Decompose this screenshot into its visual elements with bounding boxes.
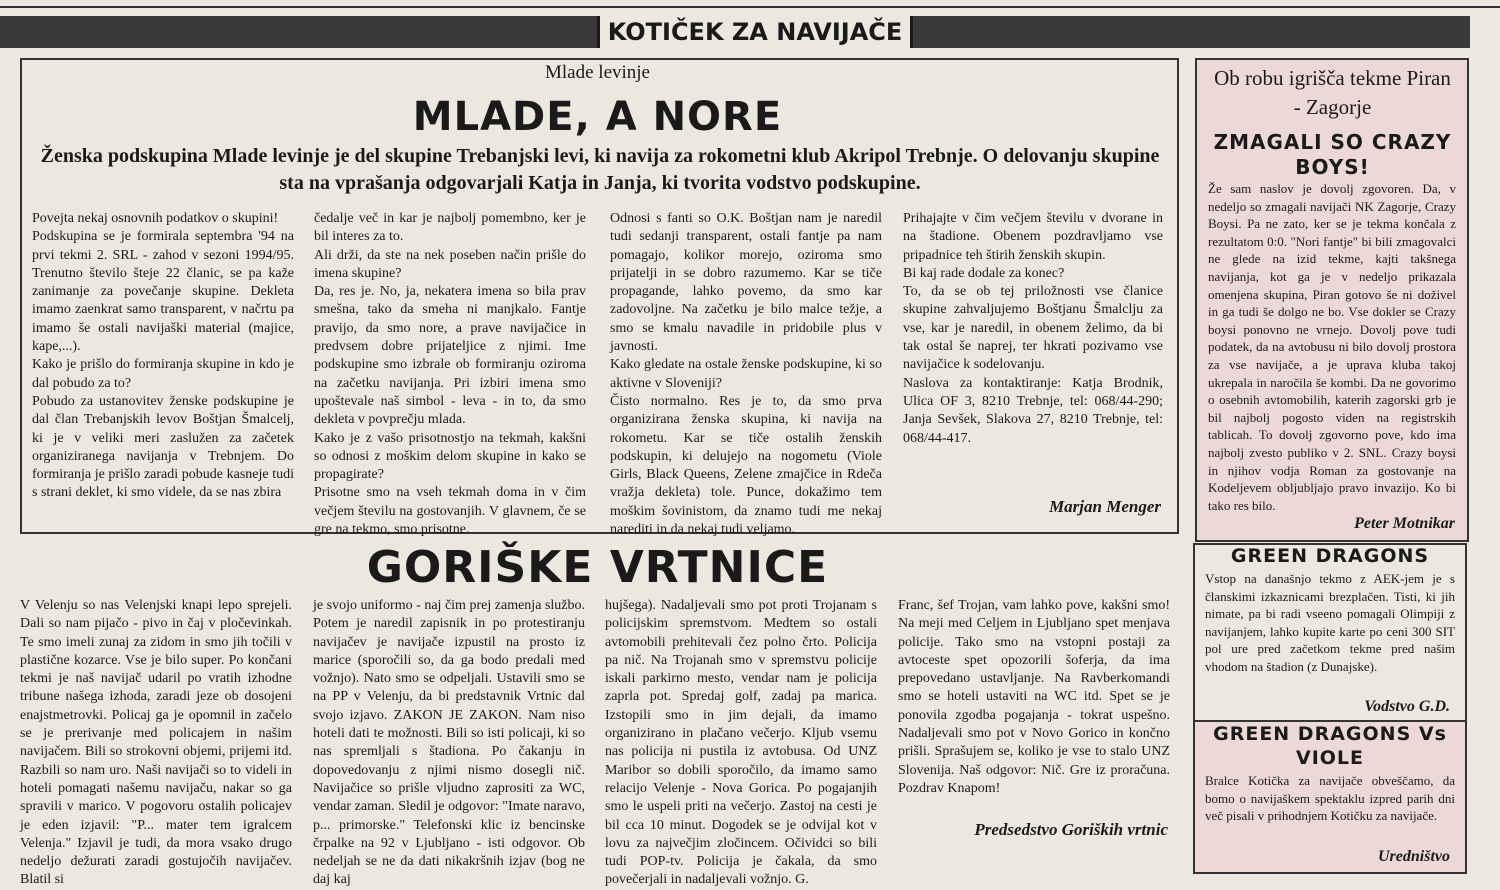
sidebar2-headline: GREEN DRAGONS [1230,545,1430,567]
article2-column-2: je svojo uniformo - naj čim prej zamenja službo. Potem je naredil zapisnik in po protestiranju navijačev je navijače izpustil na prosto iz marice (sporočili so, da ga bodo predali med vožnjo). Nato smo se odpeljali. Ustavili smo se na PP v Velenju, da bi predstavnik Vrtnic dal svojo izjavo. ZAKON JE ZAKON. Nam niso hoteli dati te možnosti. Bili so isti policaji, ki so nas spremljali s štadiona. Po čakanju in dopovedovanju z njimi nismo dosegli nič. Navijačice so prišle vljudno zaprositi za WC, vendar zaman. Sledil je odgovor: "Imate naravo, p... primorske." Telefonski klic iz bencinske črpalke na 92 v Ljubljano - isti odgovor. Ob nedeljah se ne da dati nikakršnih izjav (bog ne daj kaj [313,598,585,888]
article2-column-1: V Velenju so nas Velenjski knapi lepo sprejeli. Dali so nam pijačo - pivo in čaj v pločevinkah. Te smo imeli zunaj za zidom in smo jih točili v plastične kozarce. Vse je bilo super. Po končani tekmi je naš navijač udaril po vratih izhodne tribune našega izhoda, zaradi jeze ob dosojeni enajstmetrovki. Policaj ga je opomnil in začelo se je prerivanje med policajem in našim navijačem. Bili so strokovni objemi, prijemi itd. Razbili so nam uro. Naši navijači so to videli in hoteli pomagati našemu navijaču, nakar so ga spravili v marico. V pogovoru ostalih policajev je eden izjavil: "P... mater tem igralcem Velenja." Izjavil je tudi, da mora vsako drugo nedeljo dežurati zaradi gostujočih navijačev. Blatil si [20,598,292,888]
article1-lead: Ženska podskupina Mlade levinje je del skupine Trebanjski levi, ki navija za rokometni klub Akripol Trebnje. O delovanju skupine sta na vprašanja odgovarjali Katja in Janja, ki tvorita vodstvo podskupine. [40,145,1160,194]
sidebar1-body: Že sam naslov je dovolj zgovoren. Da, v nedeljo so zmagali navijači NK Zagorje, Crazy Boysi. Pa ne zato, ker se je tekma končala z rezultatom 0:0. "Nori fantje" bi bili zmagovalci ne glede na izid tekme, kajti takšnega navijanja, kot ga je v nedeljo prikazala omenjena skupina, Piran gotovo še ni doživel in ga tudi še dolgo ne bo. Vse dokler se Crazy boysi ponovno ne vrnejo. Dovolj pove tudi podatek, da na avtobusu ni bilo dovolj prostora za vse navijače, a je uprava kluba takoj ukrepala in naročila še kombi. Da ne govorimo o osebnih avtomobilih, katerih zagorski grb je bil najbolj pogosto viden na registrskih tablicah. To dovolj zgovorno pove, kdo ima najbolj zvesto publiko v 2. SNL. Crazy boysi in njihov vodja Roman za gostovanje na Kodeljevem obljubljajo pravo invazijo. Ko bi tako res bilo. [1208,181,1456,513]
article1-column-1: Povejta nekaj osnovnih podatkov o skupini! Podskupina se je formirala septembra '94 na prvi tekmi 2. SRL - zahod v sezoni 1994/95. Trenutno število šteje 22 članic, se pa kaže zanimanje za povečanje skupine. Dekleta imamo zaenkrat samo transparent, v načrtu pa imamo še ostali navijaški material (majice, kape,...). Kako je prišlo do formiranja skupine in kdo je dal pobudo za to? Pobudo za ustanovitev ženske podskupine je dal član Trebanjskih levov Boštjan Šmalcelj, ki je v veliki meri zaslužen za začetek organiziranega navijanja v Trebnjem. Do formiranja je prišlo zaradi pobude kasneje tudi s strani deklet, ki smo videle, da se nas zbira [32,211,294,501]
section-title: KOTIČEK ZA NAVIJAČE [597,16,913,48]
article2-column-4: Franc, šef Trojan, vam lahko pove, kakšni smo! Na meji med Celjem in Ljubljano spet menjava policije. Tako smo na vstopni postaji za avtoceste spet opozorili šoferja, da ima prepovedano ustavljanje. Na Ravberkomandi smo se hoteli ustaviti na WC itd. Spet se je ponovila zgodba pogajanja - tokrat uspešno. Nadaljevali smo pot v Novo Gorico in končno prišli. Sprašujem se, koliko je vse to stalo UNZ Slovenija. Naš odgovor: Nič. Gre iz proračuna. Pozdrav Knapom! [898,598,1170,796]
article1-column-4: Prihajajte v čim večjem številu v dvorane in na štadione. Obenem pozdravljamo vse pripadnice teh štirih ženskih skupin. Bi kaj rade dodale za konec? To, da se ob tej priložnosti vse članice skupine zahvaljujemo Boštjanu Šmalclju za vse, kar je naredil, in obenem želimo, da bi tak ostal še naprej, ter hkrati pozivamo vse navijačice k sodelovanju. Naslova za kontaktiranje: Katja Brodnik, Ulica OF 3, 8210 Trebnje, tel: 068/44-290; Janja Sevšek, Slakova 27, 8210 Trebnje, tel: 068/44-417. [903,211,1163,446]
sidebar3-headline: GREEN DRAGONS Vs VIOLE [1213,723,1447,769]
article1-author: Marjan Menger [1049,497,1161,516]
article2-headline: GORIŠKE VRTNICE [366,542,829,593]
sidebar2-author: Vodstvo G.D. [1364,698,1450,715]
article1-headline: MLADE, A NORE [412,94,783,140]
section-banner [0,16,1470,48]
article2-column-3: hujšega). Nadaljevali smo pot proti Trojanam s policijskim spremstvom. Medtem so ostali avtomobili prehitevali čez polno črto. Policija pa nič. Na Trojanah smo v spremstvu policije iskali parkirno mesto, vendar nam je policija zaprla pot. Spredaj golf, zadaj pa marica. Izstopili smo in jim dejali, da imamo organizirano in plačano večerjo. Kljub vsemu nas policija ni pustila iz avtobusa. Od UNZ Maribor so dobili sporočilo, da imamo samo relacijo Velenje - Nova Gorica. Po pogajanjih smo le uspeli priti na večerjo. Zastoj na cesti je bil cca 10 minut. Dogodek se je odvijal kot v lovu za največjim zločincem. Očividci so bili tudi POP-tv. Policija je čakala, da smo povečerjali in nadaljevali vožnjo. G. [605,598,877,888]
article1-column-2: čedalje več in kar je najbolj pomembno, ker je bil interes za to. Ali drži, da ste na nek poseben način prišle do imena skupine? Da, res je. No, ja, nekatera imena so bila prav smešna, tako da smeha ni manjkalo. Fantje pravijo, da smo nore, a prave navijačice in predvsem dobre prijateljice z njimi. Ime podskupine smo izbrale ob formiranju oziroma na začetku navijanja. Pri izbiri imena smo upoštevale naš simbol - leva - in to, da smo dekleta v povprečju mlada. Kako je z vašo prisotnostjo na tekmah, kakšni so odnosi z moškim delom skupine in kako se propagirate? Prisotne smo na vseh tekmah doma in v čim večjem številu na gostovanjih. V glavnem, če se gre na tekmo, smo prisotne. [314,211,586,538]
article1-kicker: Mlade levinje [545,62,650,83]
sidebar1-author: Peter Motnikar [1354,515,1455,532]
sidebar3-body: Bralce Kotička za navijače obveščamo, da bomo o navijaškem spektaklu izpred parih dni več pisali v prihodnjem Kotičku za navijače. [1205,773,1455,823]
sidebar1-kicker: Ob robu igrišča tekme Piran - Zagorje [1214,66,1451,119]
article1-column-3: Odnosi s fanti so O.K. Boštjan nam je naredil tudi sedanji transparent, ostali fantje pa nam pomagajo, kolikor morejo, oziroma smo prijatelji in se dobro razumemo. Kar se tiče propagande, lahko povemo, da smo kar zadovoljne. Na začetku je bilo malce težje, a smo se kmalu navadile in pridobile plus v javnosti. Kako gledate na ostale ženske podskupine, ki so aktivne v Sloveniji? Čisto normalno. Res je to, da smo prva organizirana ženska skupina, ki navija na rokometu. Kar se tiče ostalih ženskih podskupin, ki delujejo na nogometu (Viole Girls, Black Queens, Zelene zmajčice in Rdeča vražja dekleta) tole. Punce, dokažimo tem moškim šovinistom, da znamo tudi me nekaj narediti in da nekaj tudi veljamo. [610,211,882,538]
top-rule [0,0,1500,8]
sidebar3-author: Uredništvo [1378,848,1450,865]
sidebar2-body: Vstop na današnjo tekmo z AEK-jem je s članskimi izkaznicami brezplačen. Tisti, ki jih nimate, pa bi radi vseeno pomagali Olimpiji z navijanjem, lahko kupite karte po ceni 300 SIT pol ure pred začetkom tekme pred našim vhodom na štadion (z Dunajske). [1205,571,1455,674]
article2-author: Predsedstvo Goriških vrtnic [974,820,1168,839]
sidebar1-headline: ZMAGALI SO CRAZY BOYS! [1213,130,1452,179]
